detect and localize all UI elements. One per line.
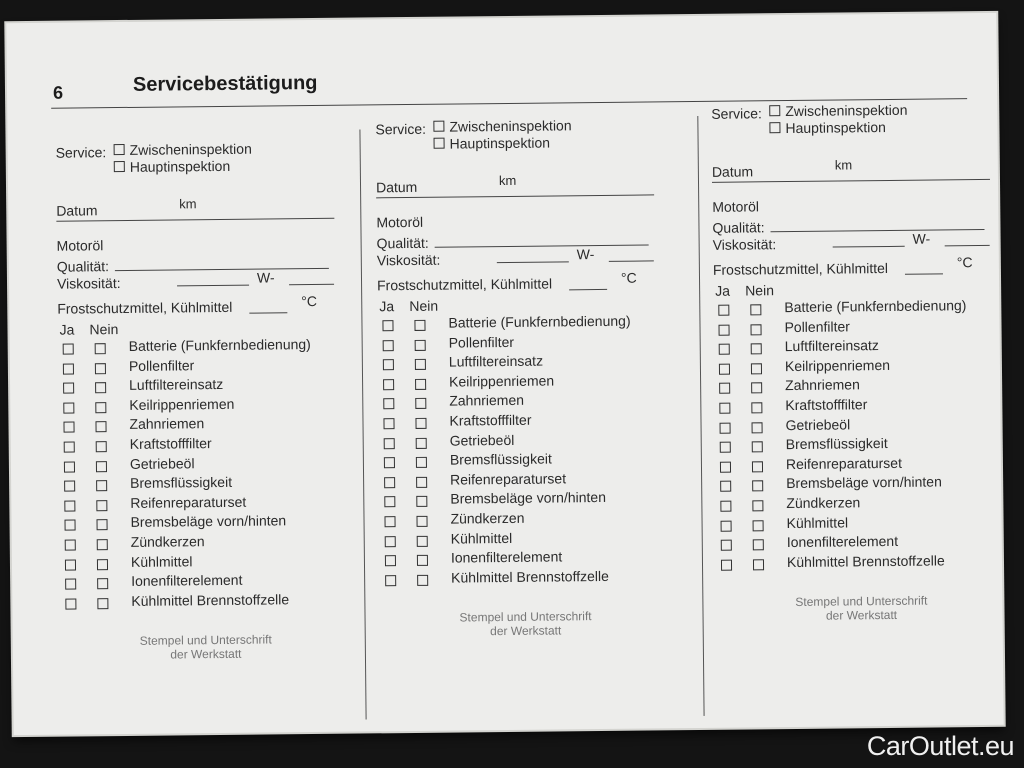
checklist-item-label: Zündkerzen (786, 494, 861, 511)
checklist-item-label: Keilrippenriemen (129, 395, 235, 413)
checklist-item-label: Pollenfilter (784, 317, 850, 335)
viskositaet-label: Viskosität: (712, 236, 777, 253)
checkbox-icon[interactable] (769, 122, 780, 133)
stamp-signature-note: Stempel und Unterschrift der Werkstatt (795, 593, 928, 623)
viskositaet-field[interactable] (177, 285, 249, 287)
qualitaet-field[interactable] (771, 229, 985, 232)
checklist-item-label: Bremsflüssigkeit (785, 435, 888, 453)
celsius-label: °C (620, 269, 637, 286)
nein-checkbox-icon[interactable] (751, 402, 762, 413)
checklist-item-label: Kühlmittel Brennstoffzelle (451, 567, 609, 586)
nein-checkbox-icon[interactable] (416, 496, 427, 507)
checklist-item-label: Reifenreparaturset (130, 493, 247, 511)
checklist-item-label: Kraftstofffilter (129, 435, 212, 452)
ja-checkbox-icon[interactable] (64, 461, 75, 472)
service-form-column-3 (711, 93, 997, 656)
datum-rule (376, 194, 654, 198)
nein-checkbox-icon[interactable] (752, 461, 763, 472)
nein-checkbox-icon[interactable] (751, 383, 762, 394)
nein-checkbox-icon[interactable] (415, 379, 426, 390)
checklist-item-label: Reifenreparaturset (785, 454, 902, 472)
checklist-item-label: Pollenfilter (448, 333, 515, 351)
ja-checkbox-icon[interactable] (63, 363, 74, 374)
nein-checkbox-icon[interactable] (417, 535, 428, 546)
celsius-label: °C (301, 292, 318, 310)
option-zwischeninspektion[interactable]: Zwischeninspektion (114, 141, 252, 158)
nein-checkbox-icon[interactable] (752, 441, 763, 452)
nein-checkbox-icon[interactable] (417, 555, 428, 566)
checklist-item-label: Getriebeöl (129, 454, 195, 472)
ja-checkbox-icon[interactable] (383, 418, 394, 429)
viskositaet-field[interactable] (497, 261, 569, 263)
ja-checkbox-icon[interactable] (384, 516, 395, 527)
nein-checkbox-icon[interactable] (96, 500, 107, 511)
checklist-item-label: Bremsbeläge vorn/hinten (130, 512, 287, 531)
datum-label: Datum (375, 178, 418, 196)
nein-checkbox-icon[interactable] (750, 304, 761, 315)
ja-header: Ja (59, 321, 75, 338)
nein-checkbox-icon[interactable] (751, 363, 762, 374)
checklist-item-label: Batterie (Funkfernbedienung) (448, 312, 631, 331)
w-label: W- (912, 230, 931, 247)
datum-label: Datum (56, 202, 98, 219)
checklist-item-label: Luftfiltereinsatz (129, 376, 224, 394)
ja-checkbox-icon[interactable] (720, 442, 731, 453)
nein-checkbox-icon[interactable] (752, 500, 763, 511)
checklist-item-label: Bremsbeläge vorn/hinten (450, 489, 607, 507)
ja-checkbox-icon[interactable] (719, 363, 730, 374)
column-separator (697, 116, 704, 716)
option-hauptinspektion[interactable]: Hauptinspektion (769, 119, 886, 136)
ja-checkbox-icon[interactable] (65, 598, 76, 609)
checklist-item-label: Bremsbeläge vorn/hinten (786, 473, 942, 492)
ja-checkbox-icon[interactable] (65, 579, 76, 590)
checklist-item-label: Kühlmittel (786, 513, 849, 531)
viskositaet-w-field[interactable] (289, 284, 334, 285)
qualitaet-label: Qualität: (56, 258, 110, 275)
checklist-item-label: Bremsflüssigkeit (449, 450, 552, 468)
ja-checkbox-icon[interactable] (63, 402, 74, 413)
checklist-item-label: Zahnriemen (129, 415, 205, 433)
motoroel-label: Motoröl (56, 237, 104, 254)
viskositaet-field[interactable] (833, 246, 905, 248)
service-form-column-1 (55, 132, 341, 695)
nein-checkbox-icon[interactable] (96, 480, 107, 491)
nein-checkbox-icon[interactable] (416, 437, 427, 448)
checkbox-icon[interactable] (434, 138, 445, 149)
checklist-item-label: Kühlmittel (450, 529, 513, 547)
stamp-signature-note: Stempel und Unterschrift der Werkstatt (139, 632, 272, 662)
viskositaet-label: Viskosität: (56, 275, 121, 292)
ja-checkbox-icon[interactable] (720, 501, 731, 512)
checklist-item (60, 590, 350, 613)
nein-checkbox-icon[interactable] (753, 520, 764, 531)
ja-checkbox-icon[interactable] (721, 520, 732, 531)
datum-rule (56, 218, 334, 222)
ja-checkbox-icon[interactable] (721, 559, 732, 570)
ja-checkbox-icon[interactable] (383, 340, 394, 351)
km-label: km (179, 196, 197, 212)
km-label: km (498, 172, 517, 189)
nein-checkbox-icon[interactable] (97, 598, 108, 609)
ja-checkbox-icon[interactable] (382, 320, 393, 331)
checklist-item-label: Getriebeöl (785, 415, 851, 433)
ja-checkbox-icon[interactable] (718, 324, 729, 335)
nein-checkbox-icon[interactable] (95, 382, 106, 393)
ja-checkbox-icon[interactable] (65, 520, 76, 531)
ja-checkbox-icon[interactable] (385, 575, 396, 586)
nein-checkbox-icon[interactable] (751, 343, 762, 354)
datum-rule (712, 179, 990, 183)
viskositaet-w-field[interactable] (609, 260, 654, 261)
checklist-item (380, 567, 670, 590)
checklist-item-label: Zahnriemen (785, 376, 860, 394)
ja-checkbox-icon[interactable] (384, 457, 395, 468)
checklist-item-label: Kühlmittel Brennstoffzelle (131, 590, 290, 609)
motoroel-label: Motoröl (712, 198, 760, 215)
nein-checkbox-icon[interactable] (752, 481, 763, 492)
option-hauptinspektion[interactable]: Hauptinspektion (434, 135, 551, 152)
checklist-item-label: Reifenreparaturset (450, 470, 567, 488)
nein-checkbox-icon[interactable] (95, 363, 106, 374)
qualitaet-label: Qualität: (376, 234, 429, 252)
nein-checkbox-icon[interactable] (750, 324, 761, 335)
checkbox-icon[interactable] (114, 144, 125, 155)
checklist (377, 312, 670, 589)
nein-checkbox-icon[interactable] (416, 477, 427, 488)
ja-checkbox-icon[interactable] (384, 477, 395, 488)
checklist-item-label: Kühlmittel Brennstoffzelle (786, 552, 945, 570)
celsius-label: °C (956, 254, 973, 271)
checklist-item-label: Bremsflüssigkeit (130, 474, 233, 492)
stamp-signature-note: Stempel und Unterschrift der Werkstatt (459, 609, 592, 639)
ja-checkbox-icon[interactable] (720, 461, 731, 472)
nein-header: Nein (745, 282, 775, 299)
page-title: Servicebestätigung (132, 71, 318, 96)
checkbox-icon[interactable] (433, 121, 444, 132)
ja-checkbox-icon[interactable] (63, 344, 74, 355)
ja-checkbox-icon[interactable] (64, 500, 75, 511)
service-label: Service: (55, 144, 107, 161)
option-hauptinspektion[interactable]: Hauptinspektion (114, 158, 231, 175)
nein-checkbox-icon[interactable] (95, 402, 106, 413)
ja-checkbox-icon[interactable] (385, 536, 396, 547)
checklist-item-label: Keilrippenriemen (448, 372, 555, 390)
checklist-item-label: Kraftstofffilter (449, 411, 532, 429)
motoroel-label: Motoröl (376, 213, 424, 231)
checklist-item-label: Ionenfilterelement (786, 533, 899, 551)
datum-label: Datum (711, 163, 754, 180)
frostschutz-label: Frostschutzmittel, Kühlmittel (376, 275, 553, 294)
checkbox-icon[interactable] (114, 161, 125, 172)
nein-checkbox-icon[interactable] (97, 520, 108, 531)
ja-header: Ja (715, 282, 731, 299)
nein-checkbox-icon[interactable] (415, 418, 426, 429)
checklist (58, 336, 351, 613)
nein-checkbox-icon[interactable] (415, 398, 426, 409)
ja-checkbox-icon[interactable] (385, 555, 396, 566)
nein-header: Nein (89, 321, 119, 338)
nein-checkbox-icon[interactable] (416, 457, 427, 468)
qualitaet-field[interactable] (435, 244, 649, 247)
frostschutz-field[interactable] (569, 289, 607, 290)
ja-checkbox-icon[interactable] (65, 539, 76, 550)
nein-header: Nein (409, 297, 439, 314)
qualitaet-label: Qualität: (712, 219, 765, 236)
option-zwischeninspektion[interactable]: Zwischeninspektion (769, 102, 907, 119)
nein-checkbox-icon[interactable] (414, 320, 425, 331)
nein-checkbox-icon[interactable] (415, 359, 426, 370)
viskositaet-w-field[interactable] (945, 245, 990, 246)
nein-checkbox-icon[interactable] (752, 422, 763, 433)
frostschutz-field[interactable] (249, 312, 287, 313)
km-label: km (834, 157, 853, 173)
ja-checkbox-icon[interactable] (63, 383, 74, 394)
nein-checkbox-icon[interactable] (416, 516, 427, 527)
nein-checkbox-icon[interactable] (417, 575, 428, 586)
checklist-item-label: Kühlmittel (130, 552, 193, 570)
checklist-item-label: Ionenfilterelement (450, 548, 563, 566)
ja-checkbox-icon[interactable] (720, 422, 731, 433)
ja-checkbox-icon[interactable] (64, 441, 75, 452)
ja-checkbox-icon[interactable] (719, 344, 730, 355)
nein-checkbox-icon[interactable] (97, 539, 108, 550)
checklist-item-label: Luftfiltereinsatz (448, 352, 544, 370)
service-label: Service: (711, 105, 762, 122)
page-number: 6 (52, 82, 64, 103)
checklist (713, 297, 1003, 574)
ja-checkbox-icon[interactable] (383, 379, 394, 390)
checklist-item-label: Zahnriemen (449, 392, 525, 409)
ja-checkbox-icon[interactable] (719, 403, 730, 414)
ja-checkbox-icon[interactable] (65, 559, 76, 570)
nein-checkbox-icon[interactable] (97, 559, 108, 570)
ja-checkbox-icon[interactable] (719, 383, 730, 394)
ja-checkbox-icon[interactable] (383, 359, 394, 370)
checklist-item (716, 551, 1004, 574)
nein-checkbox-icon[interactable] (96, 461, 107, 472)
checklist-item-label: Zündkerzen (450, 509, 525, 527)
ja-header: Ja (379, 298, 395, 315)
ja-checkbox-icon[interactable] (64, 481, 75, 492)
checklist-item-label: Zündkerzen (130, 533, 205, 550)
option-zwischeninspektion[interactable]: Zwischeninspektion (433, 117, 571, 134)
qualitaet-field[interactable] (115, 268, 329, 271)
checklist-item-label: Pollenfilter (128, 356, 195, 374)
frostschutz-label: Frostschutzmittel, Kühlmittel (57, 298, 233, 317)
checklist-item-label: Getriebeöl (449, 431, 515, 449)
ja-checkbox-icon[interactable] (384, 496, 395, 507)
frostschutz-label: Frostschutzmittel, Kühlmittel (712, 259, 889, 278)
checklist-item-label: Batterie (Funkfernbedienung) (784, 297, 967, 316)
checklist-item-label: Kraftstofffilter (785, 396, 868, 414)
w-label: W- (256, 269, 275, 286)
ja-checkbox-icon[interactable] (384, 438, 395, 449)
checkbox-icon[interactable] (769, 105, 780, 116)
ja-checkbox-icon[interactable] (383, 399, 394, 410)
service-form-column-2 (375, 108, 661, 671)
checklist-item-label: Luftfiltereinsatz (784, 337, 879, 355)
nein-checkbox-icon[interactable] (753, 539, 764, 550)
checklist-item-label: Ionenfilterelement (131, 571, 243, 590)
nein-checkbox-icon[interactable] (96, 441, 107, 452)
ja-checkbox-icon[interactable] (720, 481, 731, 492)
nein-checkbox-icon[interactable] (753, 559, 764, 570)
nein-checkbox-icon[interactable] (95, 343, 106, 354)
watermark-logo: CarOutlet.eu (866, 731, 1014, 761)
checklist-item-label: Batterie (Funkfernbedienung) (128, 336, 311, 354)
checklist-item-label: Keilrippenriemen (784, 356, 891, 374)
frostschutz-field[interactable] (905, 273, 943, 274)
nein-checkbox-icon[interactable] (415, 339, 426, 350)
service-booklet-page (6, 13, 1003, 735)
ja-checkbox-icon[interactable] (718, 305, 729, 316)
w-label: W- (576, 246, 595, 263)
ja-checkbox-icon[interactable] (721, 540, 732, 551)
service-label: Service: (375, 120, 427, 138)
nein-checkbox-icon[interactable] (95, 422, 106, 433)
ja-checkbox-icon[interactable] (63, 422, 74, 433)
viskositaet-label: Viskosität: (376, 251, 441, 269)
nein-checkbox-icon[interactable] (97, 578, 108, 589)
column-separator (359, 130, 366, 720)
